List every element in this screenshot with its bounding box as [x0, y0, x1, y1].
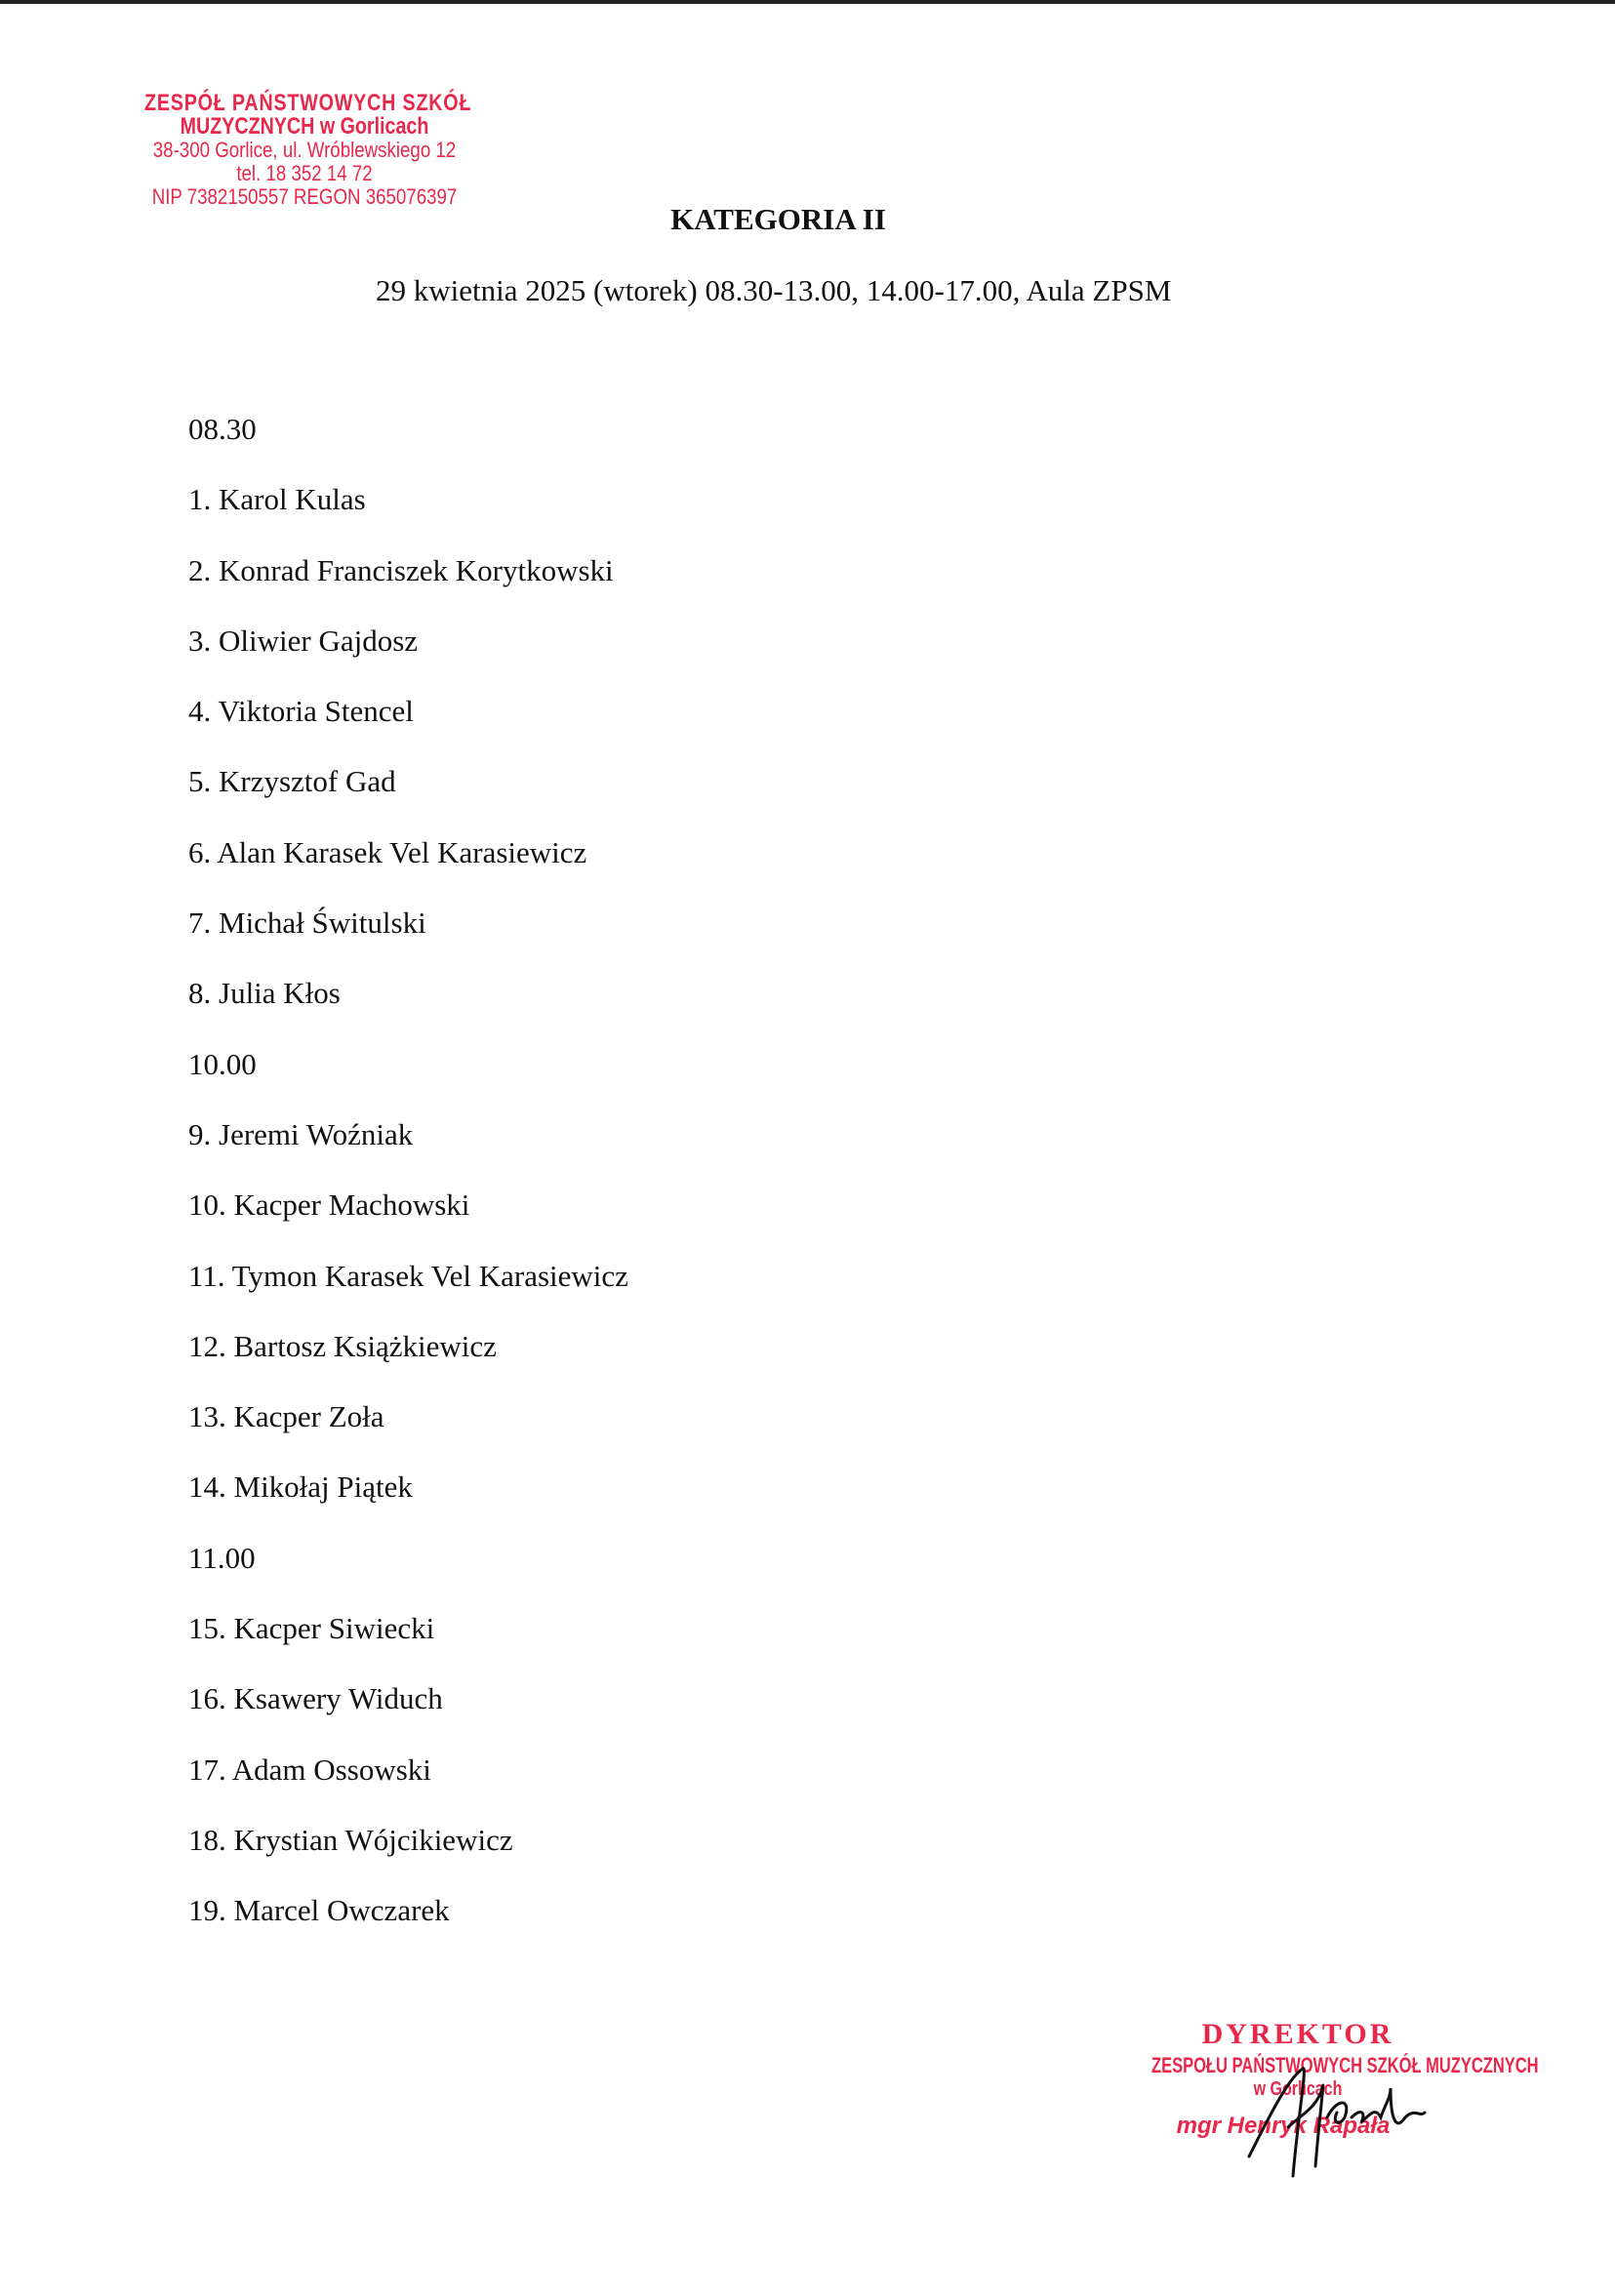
- time-slot-heading: 11.00: [188, 1540, 256, 1575]
- director-city: w Gorlicach: [1253, 2078, 1343, 2100]
- handwritten-signature: [1230, 2059, 1454, 2186]
- participant-item: 15. Kacper Siwiecki: [188, 1611, 435, 1646]
- participant-item: 12. Bartosz Książkiewicz: [188, 1328, 497, 1363]
- scan-border: [0, 0, 1615, 4]
- participant-item: 11. Tymon Karasek Vel Karasiewicz: [188, 1258, 628, 1293]
- participant-item: 13. Kacper Zoła: [188, 1399, 384, 1434]
- page-title: KATEGORIA II: [670, 202, 886, 236]
- participant-item: 16. Ksawery Widuch: [188, 1681, 443, 1716]
- participant-item: 7. Michał Świtulski: [188, 906, 426, 941]
- school-stamp: [109, 92, 500, 209]
- participant-item: 1. Karol Kulas: [188, 482, 366, 517]
- stamp-line: ZESPÓŁ PAŃSTWOWYCH SZKÓŁ: [144, 90, 472, 116]
- participant-item: 6. Alan Karasek Vel Karasiewicz: [188, 834, 587, 869]
- stamp-line: 38-300 Gorlice, ul. Wróblewskiego 12: [152, 138, 457, 162]
- participant-item: 2. Konrad Franciszek Korytkowski: [188, 552, 614, 587]
- stamp-line: NIP 7382150557 REGON 365076397: [151, 184, 458, 209]
- participant-item: 17. Adam Ossowski: [188, 1752, 431, 1787]
- stamp-line: tel. 18 352 14 72: [236, 161, 373, 185]
- participant-item: 10. Kacper Machowski: [188, 1188, 470, 1223]
- participant-item: 4. Viktoria Stencel: [188, 694, 414, 729]
- director-org: ZESPOŁU PAŃSTWOWYCH SZKÓŁ MUZYCZNYCH: [1151, 2053, 1539, 2077]
- director-title: DYREKTOR: [1201, 2018, 1394, 2050]
- director-name: mgr Henryk Rapała: [1176, 2113, 1391, 2139]
- schedule-list: [188, 410, 628, 1962]
- time-slot-heading: 10.00: [188, 1046, 257, 1081]
- participant-item: 19. Marcel Owczarek: [188, 1893, 450, 1928]
- stamp-line: MUZYCZNYCH w Gorlicach: [180, 113, 429, 140]
- participant-item: 8. Julia Kłos: [188, 976, 341, 1011]
- participant-item: 14. Mikołaj Piątek: [188, 1470, 413, 1505]
- participant-item: 3. Oliwier Gajdosz: [188, 623, 419, 658]
- time-slot-heading: 08.30: [188, 412, 257, 446]
- date-line: 29 kwietnia 2025 (wtorek) 08.30-13.00, 14.00-17.00, Aula ZPSM: [376, 273, 1172, 307]
- participant-item: 18. Krystian Wójcikiewicz: [188, 1822, 513, 1857]
- participant-item: 5. Krzysztof Gad: [188, 764, 396, 799]
- participant-item: 9. Jeremi Woźniak: [188, 1116, 414, 1151]
